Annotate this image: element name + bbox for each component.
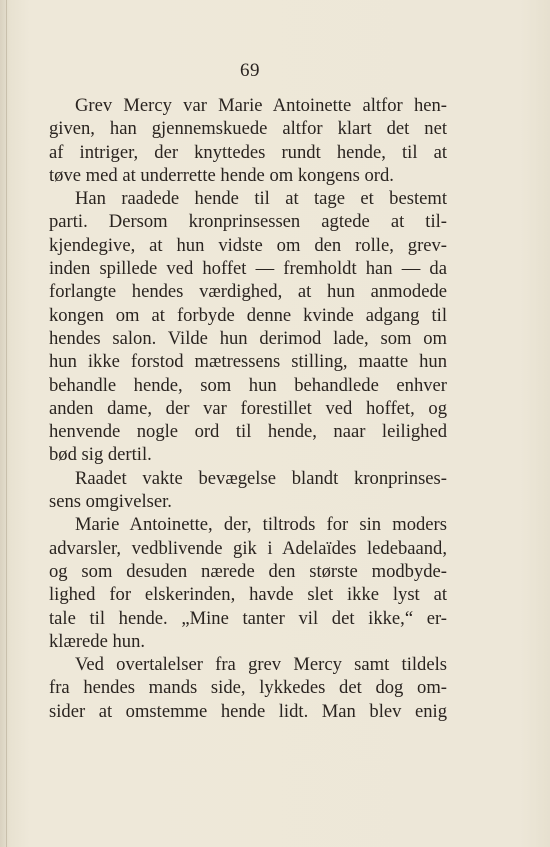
text-line: kjendegive, at hun vidste om den rolle, grev-	[49, 234, 447, 256]
text-line: henvende nogle ord til hende, naar leilighed	[49, 421, 447, 443]
text-line: Marie Antoinette, der, tiltrods for sin moders	[75, 514, 447, 536]
text-line: sens omgivelser.	[49, 491, 172, 513]
text-line: klærede hun.	[49, 630, 146, 652]
text-line: hendes salon. Vilde hun derimod lade, som om	[49, 327, 447, 349]
text-line: bød sig dertil.	[49, 444, 152, 466]
text-line: Han raadede hende til at tage et bestemt	[75, 188, 447, 210]
text-line: inden spillede ved hoffet — fremholdt han — da	[49, 258, 447, 280]
text-line: parti. Dersom kronprinsessen agtede at til-	[49, 211, 447, 233]
text-line: af intriger, der knyttedes rundt hende, til at	[49, 141, 447, 163]
body-text	[49, 94, 447, 723]
text-line: tale til hende. „Mine tanter vil det ikke,“ er-	[49, 607, 447, 629]
text-line: Ved overtalelser fra grev Mercy samt tildels	[75, 654, 447, 676]
page-number: 69	[240, 60, 260, 81]
text-line: fra hendes mands side, lykkedes det dog om-	[49, 677, 447, 699]
text-line: advarsler, vedblivende gik i Adelaïdes ledebaand,	[49, 537, 447, 559]
text-line: og som desuden nærede den største modbyde-	[49, 560, 447, 582]
text-line: lighed for elskerinden, havde slet ikke lyst at	[49, 584, 447, 606]
page-gutter	[6, 0, 7, 847]
text-line: anden dame, der var forestillet ved hoffet, og	[49, 397, 447, 419]
text-line: sider at omstemme hende lidt. Man blev enig	[49, 700, 447, 722]
text-line: tøve med at underrette hende om kongens ord.	[49, 164, 394, 186]
text-line: kongen om at forbyde denne kvinde adgang til	[49, 304, 447, 326]
text-line: hun ikke forstod mætressens stilling, maatte hun	[49, 351, 447, 373]
text-line: behandle hende, som hun behandlede enhver	[49, 374, 447, 396]
text-line: Grev Mercy var Marie Antoinette altfor hen-	[75, 95, 447, 116]
text-line: Raadet vakte bevægelse blandt kronprinses-	[75, 467, 447, 489]
text-line: forlangte hendes værdighed, at hun anmodede	[49, 281, 447, 303]
text-line: given, han gjennemskuede altfor klart det net	[49, 118, 447, 140]
